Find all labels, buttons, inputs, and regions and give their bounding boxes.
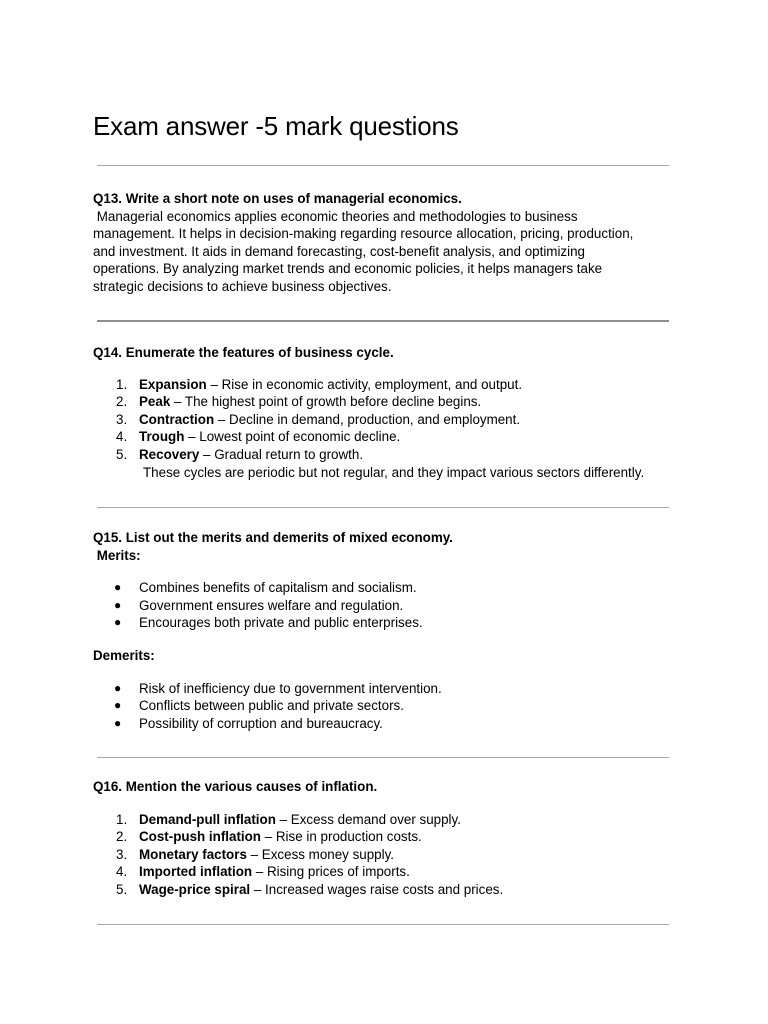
question-q15: Q15. List out the merits and demerits of mixed economy. bbox=[93, 530, 453, 545]
list-term: Imported inflation bbox=[139, 864, 253, 880]
list-item bbox=[93, 376, 693, 394]
section-q16 bbox=[93, 778, 693, 899]
list-desc: – Excess money supply. bbox=[246, 846, 395, 862]
list-text: Government ensures welfare and regulation. bbox=[139, 597, 404, 613]
cycle-note: These cycles are periodic but not regular, and they impact various sectors differently. bbox=[143, 464, 645, 480]
list-item bbox=[93, 446, 693, 464]
divider bbox=[97, 924, 669, 925]
list-text: Combines benefits of capitalism and socialism. bbox=[139, 580, 417, 596]
question-q16: Q16. Mention the various causes of inflation. bbox=[93, 779, 378, 794]
list-desc: – Excess demand over supply. bbox=[275, 811, 461, 827]
list-item bbox=[93, 846, 693, 864]
section-q13 bbox=[93, 190, 693, 296]
list-term: Peak bbox=[139, 394, 171, 410]
answer-line: operations. By analyzing market trends and economic policies, it helps managers take bbox=[93, 261, 603, 277]
bullet-icon: ● bbox=[114, 615, 122, 630]
merits-label: Merits: bbox=[93, 547, 141, 563]
list-number: 2. bbox=[116, 829, 128, 845]
list-item bbox=[93, 597, 693, 615]
list-desc: – Rise in production costs. bbox=[261, 829, 422, 845]
list-item bbox=[93, 697, 693, 715]
list-item bbox=[93, 428, 693, 446]
features-list bbox=[93, 376, 693, 464]
list-number: 3. bbox=[116, 411, 128, 427]
list-item bbox=[93, 680, 693, 698]
list-desc: – Rising prices of imports. bbox=[252, 864, 410, 880]
list-term: Contraction bbox=[139, 411, 215, 427]
list-item bbox=[93, 393, 693, 411]
list-number: 2. bbox=[116, 394, 128, 410]
list-desc: – Gradual return to growth. bbox=[199, 446, 364, 462]
list-term: Expansion bbox=[139, 376, 207, 392]
answer-line: management. It helps in decision-making regarding resource allocation, pricing, production, bbox=[93, 226, 634, 242]
list-number: 5. bbox=[116, 446, 128, 462]
list-term: Trough bbox=[139, 429, 185, 445]
list-item bbox=[93, 828, 693, 846]
demerits-list bbox=[93, 680, 693, 733]
list-text: Risk of inefficiency due to government intervention. bbox=[139, 680, 442, 696]
list-desc: – Decline in demand, production, and employment. bbox=[214, 411, 521, 427]
list-term: Cost-push inflation bbox=[139, 829, 261, 845]
bullet-icon: ● bbox=[114, 698, 122, 713]
divider bbox=[97, 757, 669, 758]
list-desc: – Lowest point of economic decline. bbox=[184, 429, 401, 445]
list-item bbox=[93, 881, 693, 899]
list-text: Encourages both private and public enterprises. bbox=[139, 615, 423, 631]
answer-line: strategic decisions to achieve business objectives. bbox=[93, 278, 392, 294]
list-term: Monetary factors bbox=[139, 846, 247, 862]
list-desc: – The highest point of growth before decline begins. bbox=[170, 394, 482, 410]
bullet-icon: ● bbox=[114, 597, 122, 612]
divider bbox=[97, 507, 669, 508]
section-q15 bbox=[93, 529, 693, 732]
question-q13: Q13. Write a short note on uses of managerial economics. bbox=[93, 191, 462, 206]
list-number: 5. bbox=[116, 881, 128, 897]
bullet-icon: ● bbox=[114, 580, 122, 595]
bullet-icon: ● bbox=[114, 680, 122, 695]
answer-line: Managerial economics applies economic theories and methodologies to business bbox=[93, 208, 578, 224]
list-desc: – Increased wages raise costs and prices. bbox=[250, 881, 504, 897]
list-text: Possibility of corruption and bureaucracy. bbox=[139, 715, 383, 731]
section-q14 bbox=[93, 344, 693, 481]
list-item bbox=[93, 579, 693, 597]
demerits-label: Demerits: bbox=[93, 647, 155, 663]
answer-line: and investment. It aids in demand forecasting, cost-benefit analysis, and optimizing bbox=[93, 243, 586, 259]
merits-list bbox=[93, 579, 693, 632]
list-term: Demand-pull inflation bbox=[139, 811, 276, 827]
list-item bbox=[93, 411, 693, 429]
list-number: 3. bbox=[116, 846, 128, 862]
list-text: Conflicts between public and private sectors. bbox=[139, 698, 404, 714]
bullet-icon: ● bbox=[114, 715, 122, 730]
list-term: Wage-price spiral bbox=[139, 881, 251, 897]
causes-list bbox=[93, 811, 693, 899]
page-title: Exam answer -5 mark questions bbox=[93, 111, 459, 141]
list-term: Recovery bbox=[139, 446, 200, 462]
list-item bbox=[93, 614, 693, 632]
list-number: 4. bbox=[116, 864, 128, 880]
list-item bbox=[93, 863, 693, 881]
list-number: 1. bbox=[116, 811, 128, 827]
list-item bbox=[93, 811, 693, 829]
list-desc: – Rise in economic activity, employment, and output. bbox=[206, 376, 523, 392]
list-item bbox=[93, 715, 693, 733]
list-number: 4. bbox=[116, 429, 128, 445]
divider bbox=[97, 165, 669, 166]
divider bbox=[97, 320, 669, 322]
question-q14: Q14. Enumerate the features of business cycle. bbox=[93, 345, 394, 360]
list-number: 1. bbox=[116, 376, 128, 392]
